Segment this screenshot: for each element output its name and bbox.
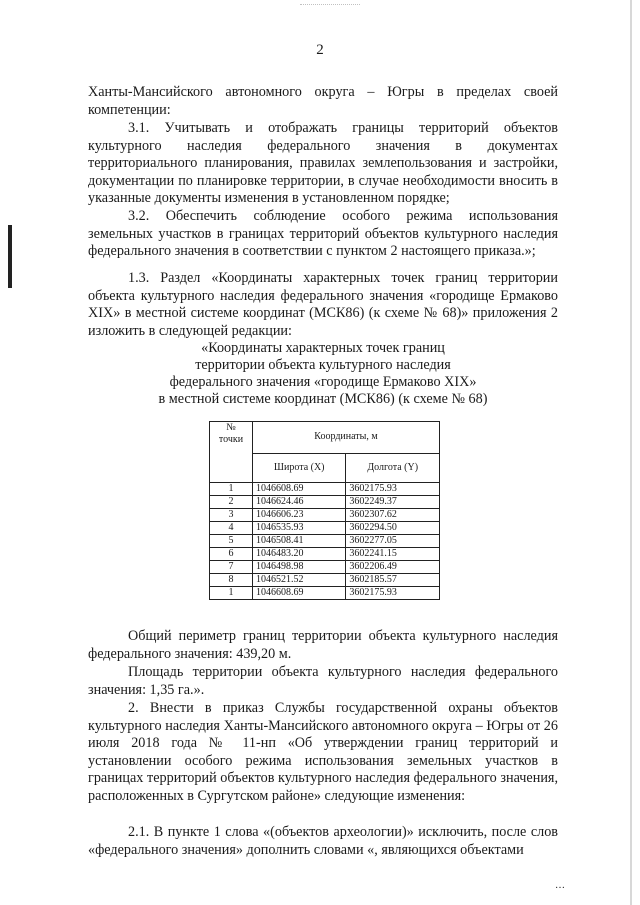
cell-y: 3602185.57	[346, 574, 440, 587]
cell-x: 1046606.23	[253, 509, 346, 522]
paragraph-competence: Ханты-Мансийского автономного округа – Югры в пределах своей компетенции:	[88, 84, 558, 118]
cell-y: 3602175.93	[346, 587, 440, 600]
cell-x: 1046483.20	[253, 548, 346, 561]
paragraph-2: 2. Внести в приказ Службы государственной охраны объектов культурного наследия Ханты-Мансийского автономного округа – Югры от 26 июля 2018 года № 11-нп «Об утверждении границ территорий и установлении особого режима использования земельных участков в границах территорий объектов культурного наследия федерального значения, расположенных в Сургутском районе» следующие изменения:	[88, 700, 558, 804]
cell-point: 7	[210, 561, 253, 574]
cell-point: 1	[210, 483, 253, 496]
cell-point: 2	[210, 496, 253, 509]
paragraph-perimeter: Общий периметр границ территории объекта культурного наследия федерального значения: 439,20 м.	[88, 628, 558, 662]
coords-heading-line-3: федерального значения «городище Ермаково XIX»	[169, 374, 477, 390]
cell-point: 1	[210, 587, 253, 600]
cell-x: 1046624.46	[253, 496, 346, 509]
table-row	[210, 548, 440, 561]
footer-mark: …	[555, 880, 565, 891]
table-row	[210, 522, 440, 535]
header-latitude: Широта (X)	[253, 453, 346, 482]
cell-x: 1046498.98	[253, 561, 346, 574]
cell-y: 3602294.50	[346, 522, 440, 535]
cell-y: 3602241.15	[346, 548, 440, 561]
paragraph-area: Площадь территории объекта культурного наследия федерального значения: 1,35 га.».	[88, 664, 558, 698]
coords-heading-line-4: в местной системе координат (МСК86) (к схеме № 68)	[158, 391, 488, 407]
table-row	[210, 509, 440, 522]
header-coordinates: Координаты, м	[253, 422, 440, 454]
cell-y: 3602277.05	[346, 535, 440, 548]
cell-point: 4	[210, 522, 253, 535]
cell-y: 3602307.62	[346, 509, 440, 522]
paragraph-2-1: 2.1. В пункте 1 слова «(объектов археологии)» исключить, после слов «федерального значения» дополнить словами «, являющихся объектами	[88, 824, 558, 858]
cell-x: 1046608.69	[253, 483, 346, 496]
coordinates-table	[209, 421, 440, 600]
cell-x: 1046508.41	[253, 535, 346, 548]
table-row	[210, 574, 440, 587]
cell-x: 1046521.52	[253, 574, 346, 587]
coords-heading-line-1: «Координаты характерных точек границ	[201, 340, 445, 356]
table-row	[210, 496, 440, 509]
table-row	[210, 587, 440, 600]
cell-x: 1046608.69	[253, 587, 346, 600]
coords-heading-line-2: территории объекта культурного наследия	[195, 357, 451, 373]
cell-y: 3602249.37	[346, 496, 440, 509]
cell-point: 5	[210, 535, 253, 548]
margin-mark	[8, 225, 12, 288]
page-edge-shadow	[630, 0, 632, 905]
cell-y: 3602175.93	[346, 483, 440, 496]
table-row	[210, 483, 440, 496]
scan-artifact	[300, 4, 360, 11]
cell-x: 1046535.93	[253, 522, 346, 535]
paragraph-1-3: 1.3. Раздел «Координаты характерных точек границ территории объекта культурного наследия федерального значения «городище Ермаково XIX» в местной системе координат (МСК86) (к схеме № 68)» приложения 2 изложить в следующей редакции:	[88, 270, 558, 339]
cell-point: 6	[210, 548, 253, 561]
table-row	[210, 535, 440, 548]
cell-point: 3	[210, 509, 253, 522]
paragraph-3-1: 3.1. Учитывать и отображать границы территорий объектов культурного наследия федерального значения в документах территориального планирования, правилах землепользования и застройки, документации по планировке территории, в случае необходимости вносить в указанные документы изменения в установленном порядке;	[88, 120, 558, 207]
header-point-number: № точки	[210, 422, 253, 483]
page-number: 2	[316, 42, 324, 58]
paragraph-3-2: 3.2. Обеспечить соблюдение особого режима использования земельных участков в границах территорий объектов культурного наследия федерального значения в соответствии с пунктом 2 настоящего приказа.»;	[88, 208, 558, 260]
header-longitude: Долгота (Y)	[346, 453, 440, 482]
cell-y: 3602206.49	[346, 561, 440, 574]
cell-point: 8	[210, 574, 253, 587]
table-row	[210, 561, 440, 574]
